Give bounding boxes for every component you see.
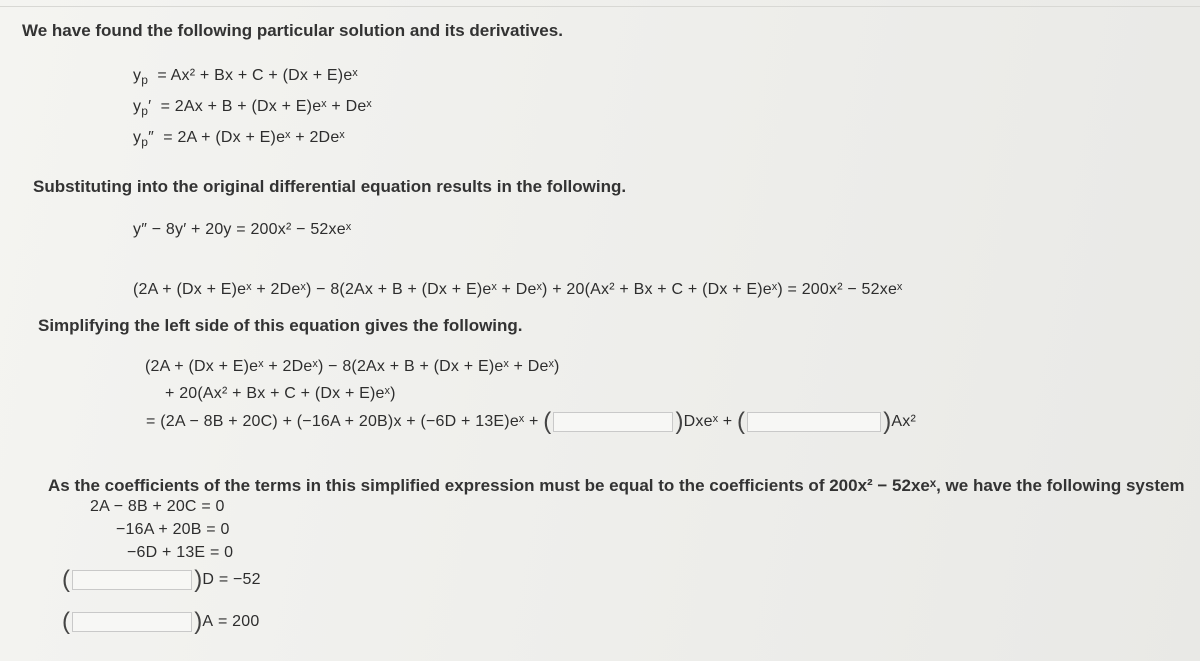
substituted-equation: (2A + (Dx + E)eˣ + 2Deˣ) − 8(2Ax + B + (Dx + E)eˣ + Deˣ) + 20(Ax² + Bx + C + (Dx + E)eˣ) = 200x² − 52xeˣ: [133, 281, 903, 298]
a-coefficient-input[interactable]: [72, 612, 192, 632]
simplifying-text: Simplifying the left side of this equation gives the following.: [38, 316, 523, 335]
system-eq-3: −6D + 13E = 0: [127, 544, 234, 561]
close-paren: ): [194, 608, 203, 635]
open-paren: (: [62, 608, 71, 635]
open-paren: (: [543, 408, 552, 435]
top-divider: [0, 6, 1200, 7]
answer-a-row: ( )A = 200: [62, 608, 260, 635]
simplified-line-2: + 20(Ax² + Bx + C + (Dx + E)eˣ): [165, 385, 396, 402]
system-eq-1: 2A − 8B + 20C = 0: [90, 498, 225, 515]
close-paren: ): [883, 408, 892, 435]
simplified-line-1: (2A + (Dx + E)eˣ + 2Deˣ) − 8(2Ax + B + (Dx + E)eˣ + Deˣ): [145, 358, 560, 375]
open-paren: (: [62, 566, 71, 593]
coefficients-text: As the coefficients of the terms in this simplified expression must be equal to the coefficients of 200x² − 52xeˣ, we have the following system: [48, 476, 1185, 495]
simplified-line-3: = (2A − 8B + 20C) + (−16A + 20B)x + (−6D + 13E)eˣ + ( )Dxeˣ + ( )Ax²: [146, 408, 916, 435]
d-coefficient-input[interactable]: [72, 570, 192, 590]
intro-text: We have found the following particular solution and its derivatives.: [22, 21, 563, 40]
system-eq-2: −16A + 20B = 0: [116, 521, 230, 538]
differential-equation: y″ − 8y′ + 20y = 200x² − 52xeˣ: [133, 221, 352, 238]
substituting-text: Substituting into the original differential equation results in the following.: [33, 177, 627, 196]
answer-d-row: ( )D = −52: [62, 566, 261, 593]
close-paren: ): [194, 566, 203, 593]
open-paren: (: [736, 408, 746, 435]
yp-equation: $y_p = Ax^2 + Bx + C + (Dx$ + E)eˣ: [133, 67, 358, 88]
dxex-coefficient-input[interactable]: [553, 412, 673, 432]
yp-prime-equation: $y_p' = 2Ax + B + (Dx$ + E)eˣ + Deˣ: [133, 98, 372, 119]
yp-double-prime-equation: $y_p'' = 2A + (Dx$ + E)eˣ + 2Deˣ: [133, 129, 345, 150]
close-paren: ): [675, 408, 684, 435]
ax2-coefficient-input[interactable]: [747, 412, 881, 432]
